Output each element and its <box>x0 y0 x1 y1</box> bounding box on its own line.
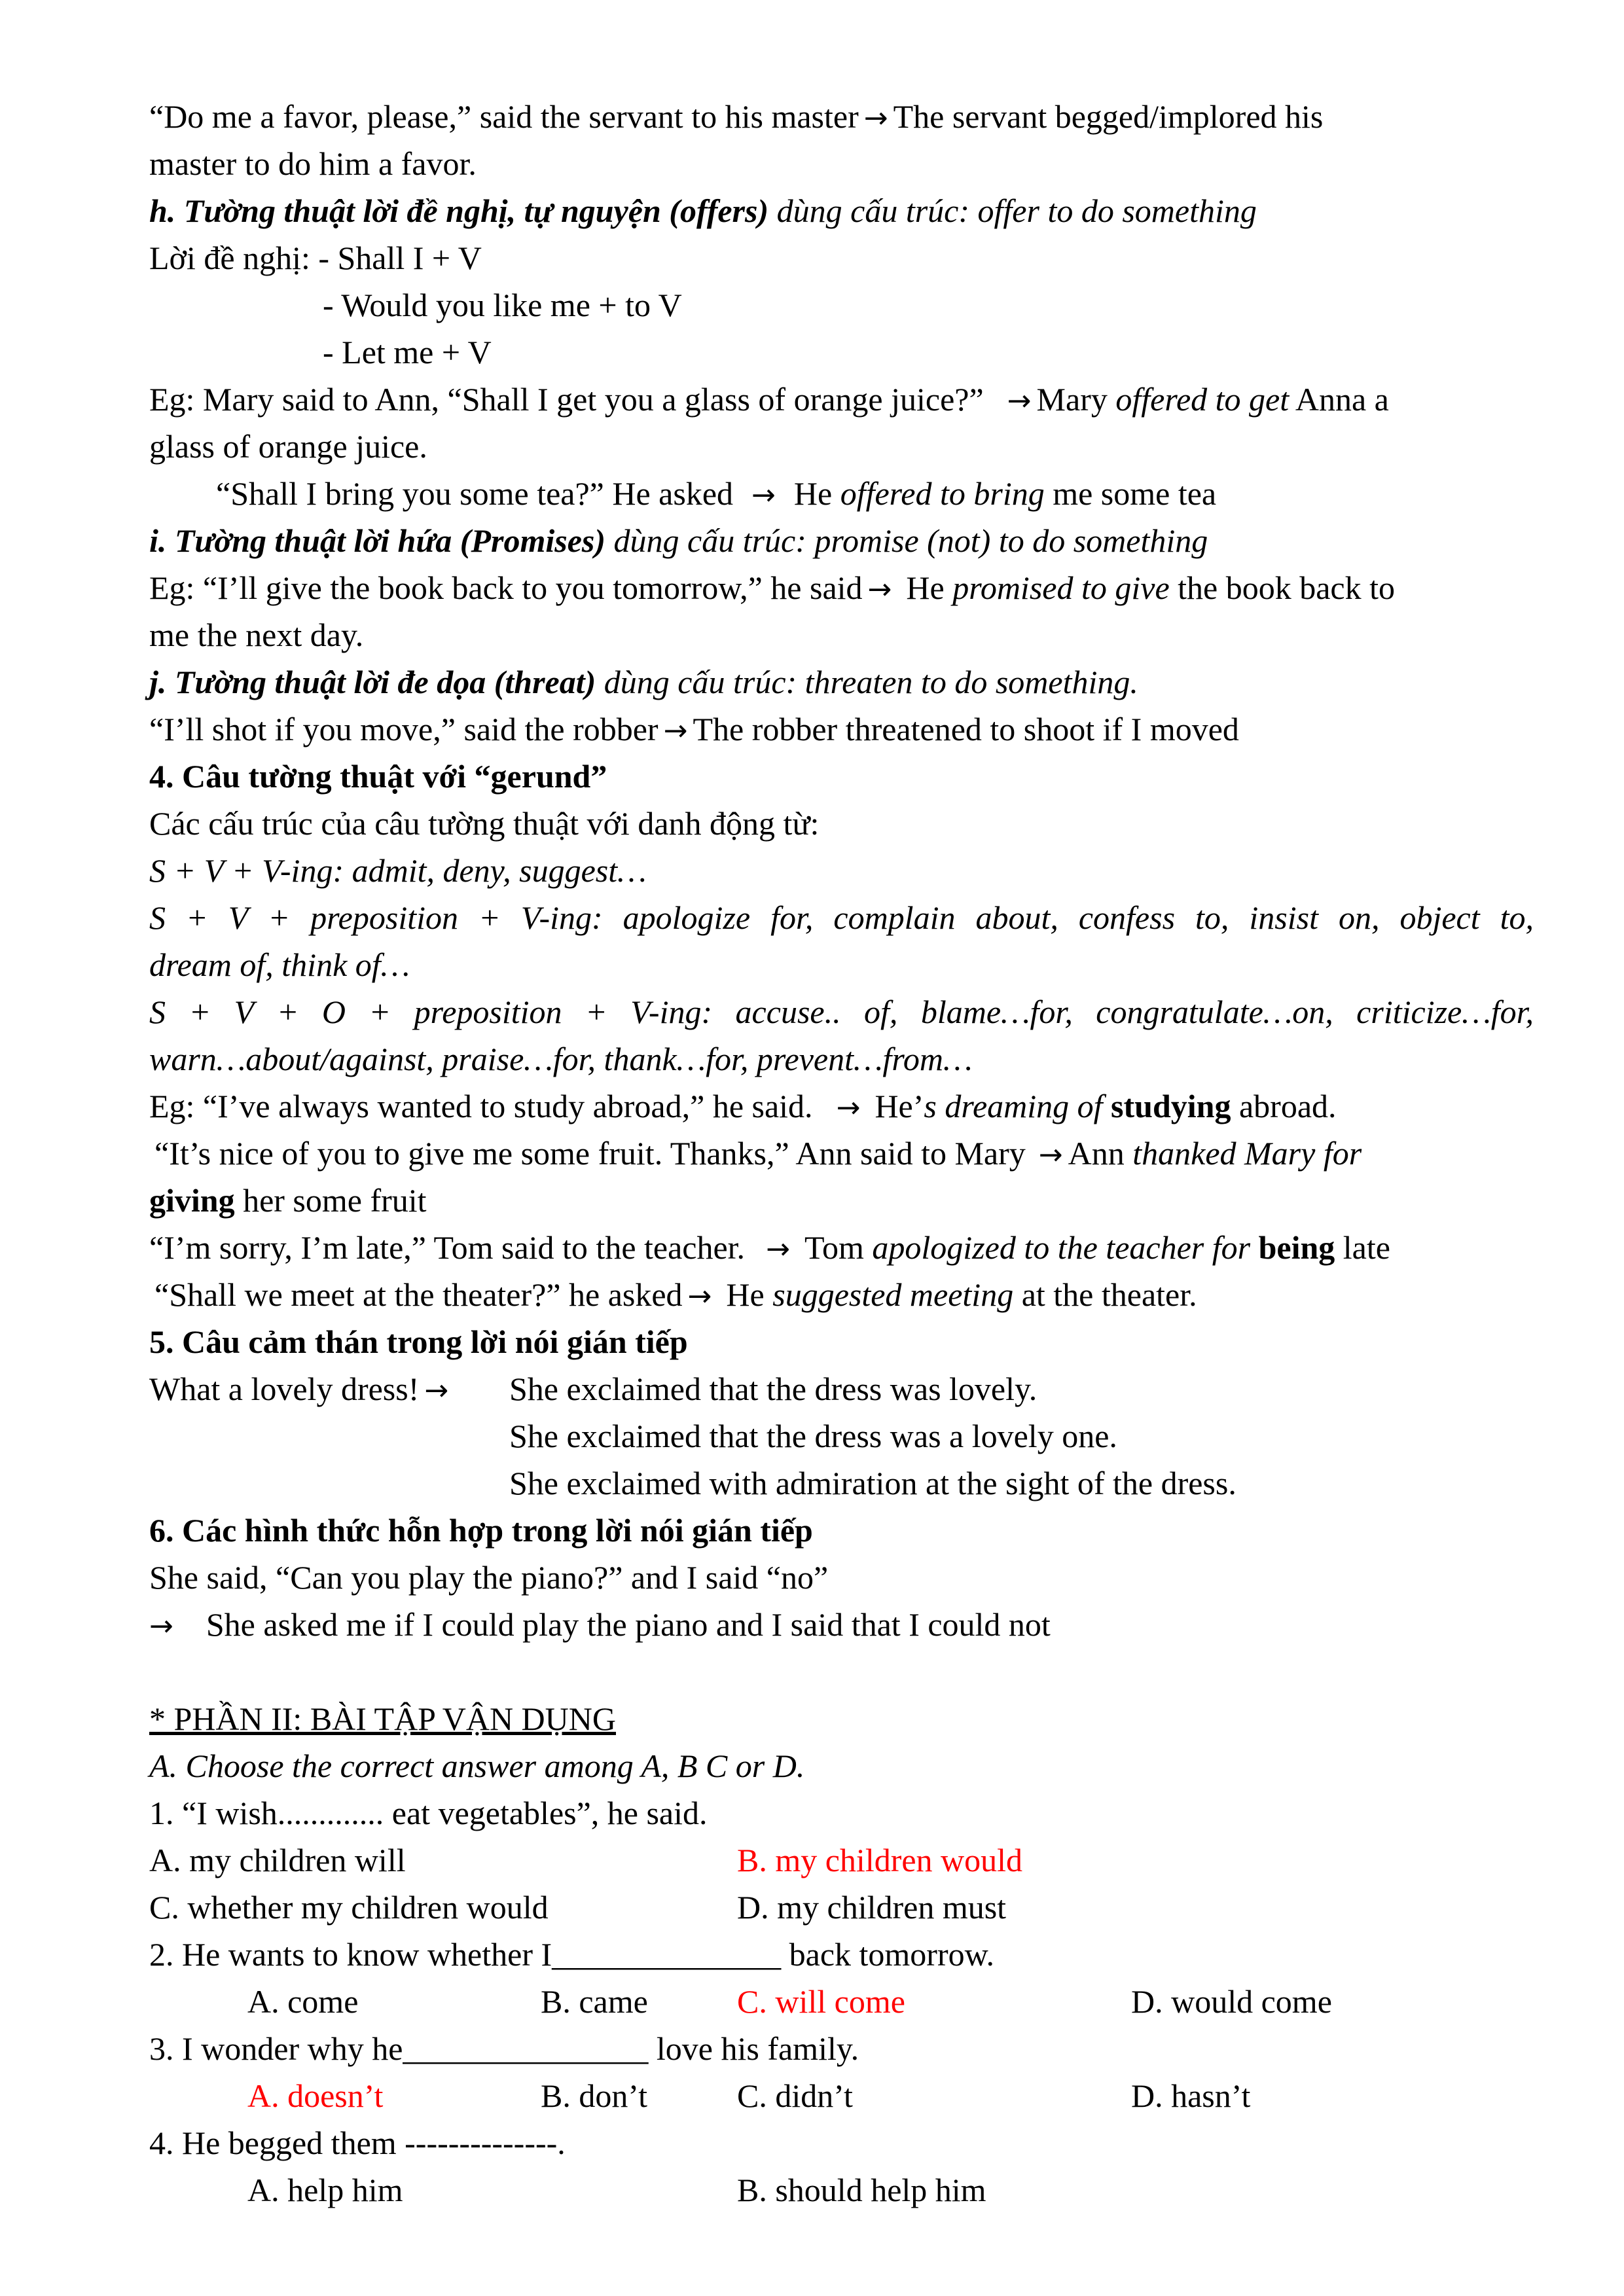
arrow-icon: → <box>149 1609 173 1643</box>
q1-option-a: A. my children will <box>149 1842 406 1878</box>
arrow-icon: → <box>1007 384 1032 418</box>
structure-2: S + V + preposition + V-ing: apologize for, complain about, confess to, insist on, object to, <box>149 899 1534 936</box>
q1-option-d: D. my children must <box>737 1889 1007 1926</box>
question-1-stem: 1. “I wish............. eat vegetables”, he said. <box>149 1795 708 1831</box>
section-4-heading: 4. Câu tường thuật với “gerund” <box>149 758 607 795</box>
q4-option-a: A. help him <box>247 2172 403 2208</box>
example-favor: “Do me a favor, please,” said the servant to his master → The servant begged/implored his <box>149 98 1324 135</box>
offers-line-3: - Let me + V <box>323 334 492 370</box>
part-2-heading: * PHẦN II: BÀI TẬP VẬN DỤNG <box>149 1700 616 1737</box>
example-offer-1: Eg: Mary said to Ann, “Shall I get you a glass of orange juice?” → Mary offered to get Anna a <box>149 381 1389 418</box>
arrow-icon: → <box>1038 1138 1063 1172</box>
example-promise-cont: me the next day. <box>149 617 364 653</box>
arrow-icon: → <box>663 714 688 747</box>
structure-2-cont: dream of, think of… <box>149 946 410 983</box>
mixed-example: She said, “Can you play the piano?” and I said “no” <box>149 1559 829 1596</box>
example-threat: “I’ll shot if you move,” said the robber → The robber threatened to shoot if I moved <box>149 711 1239 747</box>
example-gerund-3: “I’m sorry, I’m late,” Tom said to the teacher. → Tom apologized to the teacher for being late <box>149 1229 1390 1266</box>
offers-line-2: - Would you like me + to V <box>323 287 682 323</box>
mixed-result: → She asked me if I could play the piano and I said that I could not <box>149 1606 1051 1643</box>
arrow-icon: → <box>836 1091 861 1124</box>
part-2-instruction: A. Choose the correct answer among A, B C or D. <box>149 1748 805 1784</box>
q1-option-b: B. my children would <box>737 1842 1023 1878</box>
example-gerund-2-cont: giving her some fruit <box>149 1182 427 1219</box>
section-i-heading: i. Tường thuật lời hứa (Promises) dùng cấu trúc: promise (not) to do something <box>149 522 1208 559</box>
exclamation-result-3: She exclaimed with admiration at the sight of the dress. <box>509 1465 1236 1501</box>
offers-intro: Lời đề nghị: - Shall I + V <box>149 240 482 276</box>
q2-option-b: B. came <box>541 1983 648 2020</box>
exclamation-result-2: She exclaimed that the dress was a lovely one. <box>509 1418 1117 1454</box>
exclamation-example: What a lovely dress! → <box>149 1369 454 1408</box>
q2-option-a: A. come <box>247 1983 359 2020</box>
structure-1: S + V + V-ing: admit, deny, suggest… <box>149 852 647 889</box>
example-gerund-2: “It’s nice of you to give me some fruit. Thanks,” Ann said to Mary → Ann thanked Mary for <box>154 1135 1362 1172</box>
section-5-heading: 5. Câu cảm thán trong lời nói gián tiếp <box>149 1323 688 1360</box>
structure-3: S + V + O + preposition + V-ing: accuse.. of, blame…for, congratulate…on, criticize…for, <box>149 994 1534 1030</box>
question-4-stem: 4. He begged them --------------. <box>149 2125 566 2161</box>
structure-3-cont: warn…about/against, praise…for, thank…for, prevent…from… <box>149 1041 973 1077</box>
example-offer-1-cont: glass of orange juice. <box>149 428 427 465</box>
arrow-icon: → <box>867 573 892 606</box>
q3-option-d: D. hasn’t <box>1131 2077 1251 2114</box>
arrow-icon: → <box>687 1280 712 1313</box>
q2-option-c: C. will come <box>737 1983 905 2020</box>
example-favor-cont: master to do him a favor. <box>149 145 477 182</box>
q3-option-a: A. doesn’t <box>247 2077 384 2114</box>
arrow-icon: → <box>863 101 888 135</box>
q3-option-c: C. didn’t <box>737 2077 853 2114</box>
arrow-icon: → <box>424 1374 449 1407</box>
q3-option-b: B. don’t <box>541 2077 647 2114</box>
q1-option-c: C. whether my children would <box>149 1889 549 1926</box>
exclamation-result-1: She exclaimed that the dress was lovely. <box>509 1371 1038 1407</box>
section-6-heading: 6. Các hình thức hỗn hợp trong lời nói gián tiếp <box>149 1512 813 1549</box>
example-promise: Eg: “I’ll give the book back to you tomorrow,” he said → He promised to give the book back to <box>149 569 1396 606</box>
example-gerund-1: Eg: “I’ve always wanted to study abroad,” he said. → He’s dreaming of studying abroad. <box>149 1088 1337 1124</box>
q2-option-d: D. would come <box>1131 1983 1332 2020</box>
section-4-intro: Các cấu trúc của câu tường thuật với danh động từ: <box>149 805 820 842</box>
arrow-icon: → <box>751 478 776 512</box>
section-j-heading: j. Tường thuật lời đe dọa (threat) dùng cấu trúc: threaten to do something. <box>149 664 1138 700</box>
question-3-stem: 3. I wonder why he_______________ love his family. <box>149 2030 859 2067</box>
question-2-stem: 2. He wants to know whether I______________ back tomorrow. <box>149 1936 994 1973</box>
q4-option-b: B. should help him <box>737 2172 986 2208</box>
section-h-heading: h. Tường thuật lời đề nghị, tự nguyện (offers) dùng cấu trúc: offer to do something <box>149 192 1257 229</box>
example-offer-2: “Shall I bring you some tea?” He asked → He offered to bring me some tea <box>216 475 1217 512</box>
example-gerund-4: “Shall we meet at the theater?” he asked → He suggested meeting at the theater. <box>154 1276 1197 1313</box>
arrow-icon: → <box>766 1232 790 1266</box>
